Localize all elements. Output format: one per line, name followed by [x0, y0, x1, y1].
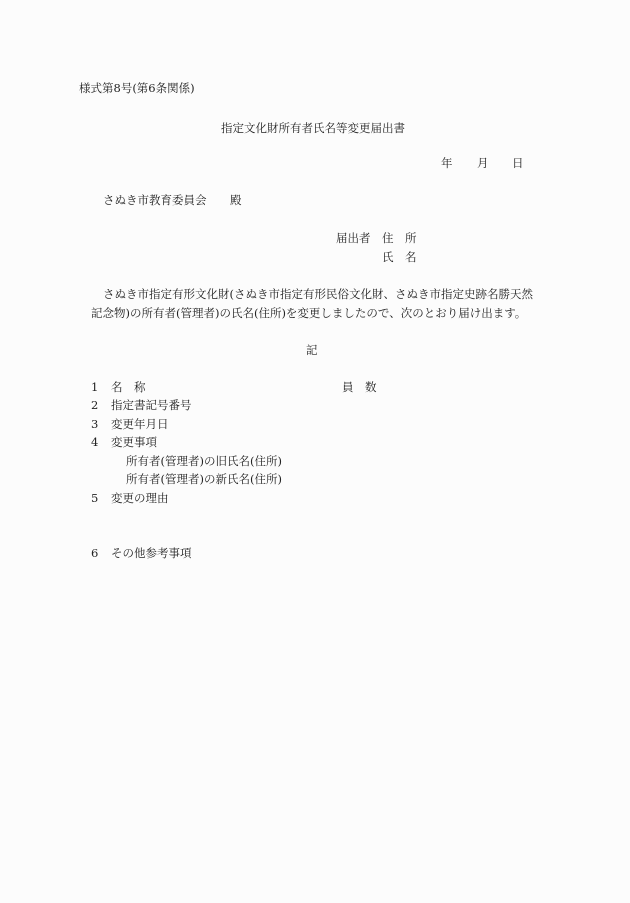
document-title: 指定文化財所有者氏名等変更届出書 — [221, 121, 405, 135]
item-number: 4 — [91, 435, 99, 449]
item-label: 指定書記号番号 — [111, 398, 192, 412]
notifier-label: 届出者 — [336, 231, 371, 245]
item-label: 名 称 — [111, 380, 146, 394]
item-number: 2 — [91, 398, 99, 412]
addressee-honorific: 殿 — [230, 193, 242, 207]
body-line-1: さぬき市指定有形文化財(さぬき市指定有形民俗文化財、さぬき市指定史跡名勝天然 — [103, 287, 533, 301]
sub-item: 所有者(管理者)の旧氏名(住所) — [126, 454, 282, 468]
item-number: 6 — [91, 546, 99, 560]
item-number: 3 — [91, 417, 99, 431]
item-label: その他参考事項 — [111, 546, 192, 560]
item-number: 5 — [91, 491, 99, 505]
item-extra-label: 員 数 — [342, 380, 377, 394]
date-year-label: 年 — [441, 156, 453, 170]
date-day-label: 日 — [512, 156, 524, 170]
addressee-name: さぬき市教育委員会 — [103, 193, 207, 207]
notifier-name-label: 氏 名 — [382, 250, 417, 264]
ki-heading: 記 — [306, 343, 318, 357]
item-label: 変更の理由 — [111, 491, 169, 505]
list-item — [91, 380, 146, 394]
item-label: 変更事項 — [111, 435, 157, 449]
date-month-label: 月 — [477, 156, 489, 170]
list-item — [91, 398, 192, 412]
list-item — [91, 435, 157, 449]
list-item — [91, 491, 169, 505]
sub-item: 所有者(管理者)の新氏名(住所) — [126, 472, 282, 486]
list-item — [91, 417, 169, 431]
list-item — [91, 546, 192, 560]
item-number: 1 — [91, 380, 99, 394]
item-label: 変更年月日 — [111, 417, 169, 431]
form-number: 様式第8号(第6条関係) — [79, 81, 195, 95]
body-line-2: 記念物)の所有者(管理者)の氏名(住所)を変更しましたので、次のとおり届け出ます。 — [91, 306, 527, 320]
notifier-address-label: 住 所 — [382, 231, 417, 245]
